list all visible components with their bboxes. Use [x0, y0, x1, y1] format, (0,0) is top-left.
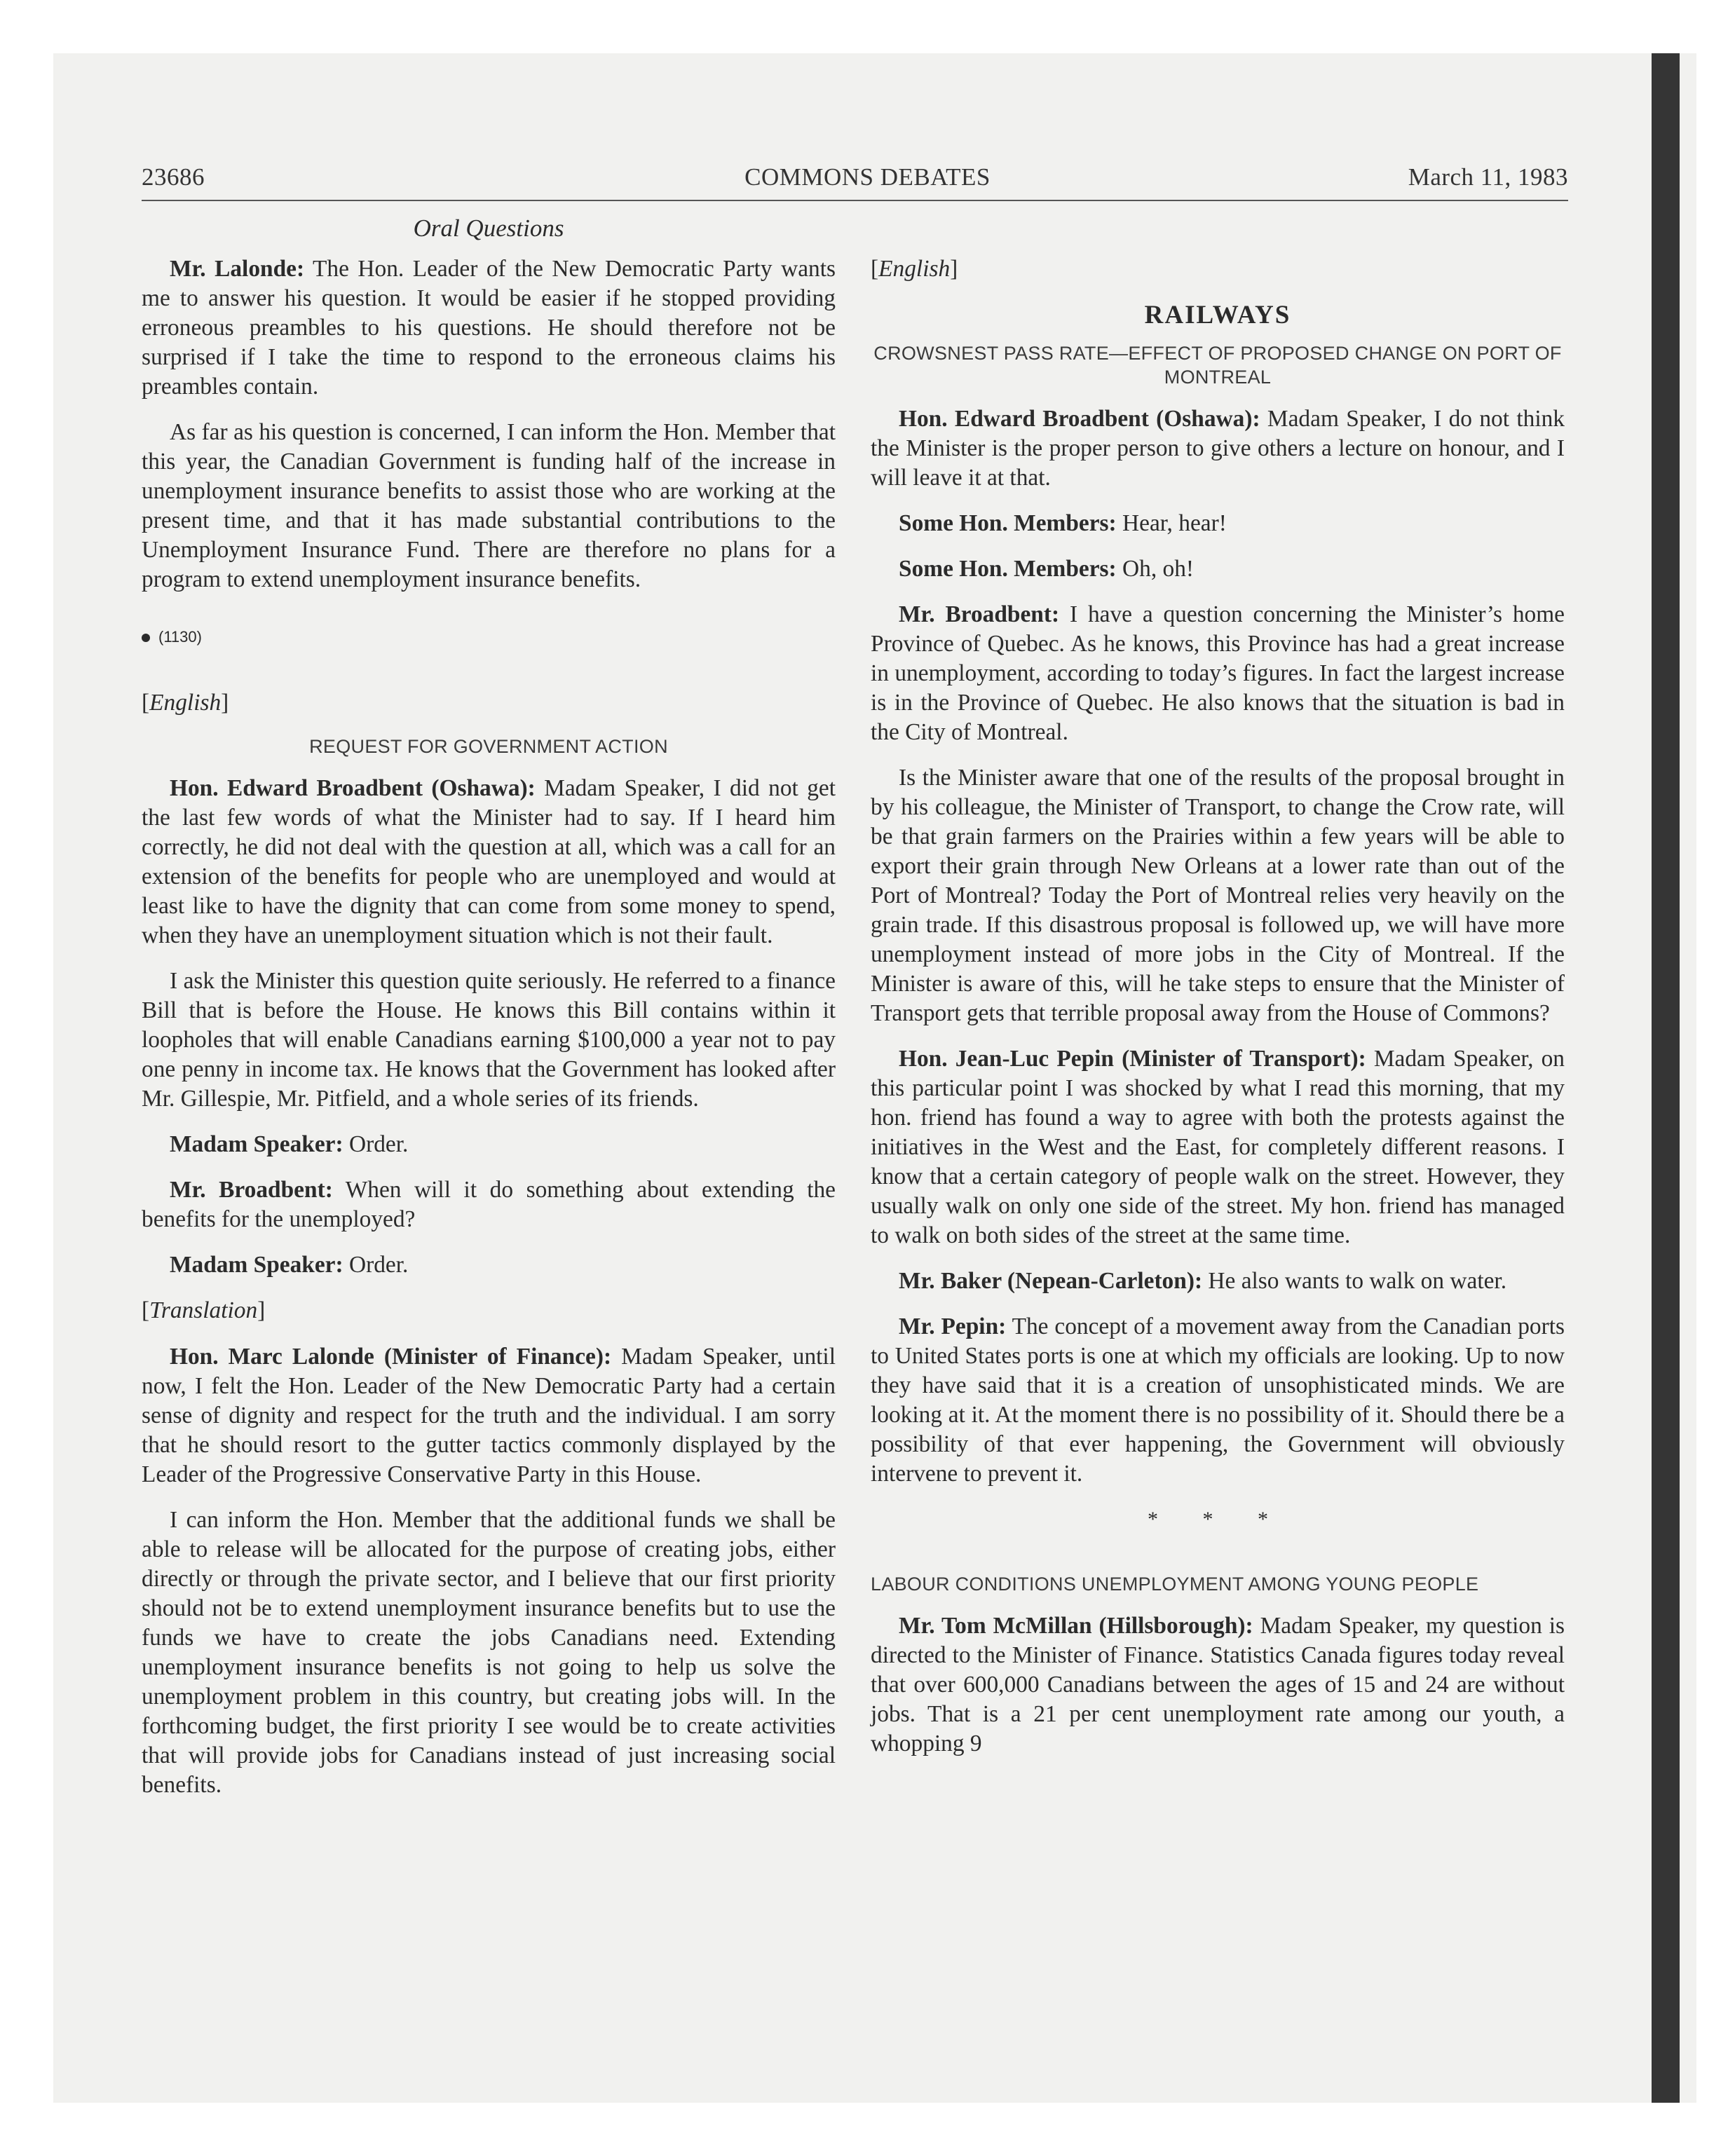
- bullet-icon: [142, 634, 150, 642]
- paragraph: Is the Minister aware that one of the results of the proposal brought in by his colleague, the Minister of Transport, to change the Crow rate, will be that grain farmers on the Prairies within a few years will be able to export their grain through New Orleans at a lower rate than out of the Port of Montreal? Today the Port of Montreal relies very heavily on the grain trade. If this disastrous proposal is followed up, we will have more unemployment instead of more jobs in the City of Montreal. If the Minister is aware of this, will he take steps to ensure that the Minister of Transport gets that terrible proposal away from the House of Commons?: [871, 765, 1565, 1026]
- speech-text: Order.: [343, 1252, 409, 1278]
- speech-text: Madam Speaker, I did not get the last few words of what the Minister had to say. If I heard him correctly, he did not deal with the question at all, which was a call for an extension of the benefits for people who are unemployed and would at least like to have the dignity that can come from some money to spend, when they have an unemployment situation which is not their fault.: [142, 775, 836, 948]
- speech-text: Order.: [343, 1131, 409, 1157]
- language-tag: [English]: [871, 256, 958, 282]
- time-marker-text: (1130): [158, 628, 202, 646]
- speaker: Some Hon. Members:: [899, 510, 1117, 536]
- speaker: Mr. Pepin:: [899, 1314, 1007, 1339]
- speech-text: When will it do something about extending the benefits for the unemployed?: [142, 1177, 836, 1232]
- speech-text: Madam Speaker, until now, I felt the Hon. Leader of the New Democratic Party had a certain sense of dignity and respect for the truth and the individual. I am sorry that he should resort to the gutter tactics commonly displayed by the Leader of the Progressive Conservative Party in this House.: [142, 1344, 836, 1487]
- speaker: Mr. Baker (Nepean-Carleton):: [899, 1268, 1203, 1294]
- language-tag-text: English: [878, 256, 951, 282]
- speech-text: Madam Speaker, my question is directed to the Minister of Finance. Statistics Canada figures today reveal that over 600,000 Canadians between the ages of 15 and 24 are without jobs. That is a 21 per cent unemployment rate among our youth, a whopping 9: [871, 1613, 1565, 1756]
- paragraph: [871, 1312, 1565, 1489]
- paragraph: [871, 1044, 1565, 1250]
- paragraph: [142, 1175, 836, 1234]
- paragraph: [142, 1130, 836, 1159]
- speaker: Mr. Tom McMillan (Hillsborough):: [899, 1613, 1253, 1639]
- paragraph: [871, 509, 1565, 538]
- page-date: March 11, 1983: [1408, 163, 1568, 191]
- speaker: Madam Speaker:: [170, 1252, 343, 1278]
- speaker: Mr. Broadbent:: [170, 1177, 333, 1203]
- speech-text: The concept of a movement away from the Canadian ports to United States ports is one at which my officials are looking. Up to now they have said that it is a creation of unsophisticated minds. We are looking at it. At the moment there is no possibility of it. Should there be a possibility of that ever happening, the Government will obviously intervene to prevent it.: [871, 1314, 1565, 1487]
- section-separator: * * *: [1148, 1508, 1288, 1531]
- speech-text: Madam Speaker, on this particular point I was shocked by what I read this morning, that my hon. friend has found a way to agree with both the protests against the initiatives in the West and the East, for completely different reasons. I know that a certain category of people walk on the street. However, they usually walk on only one side of the street. My hon. friend has managed to walk on both sides of the street at the same time.: [871, 1046, 1565, 1248]
- speaker: Hon. Edward Broadbent (Oshawa):: [899, 406, 1260, 432]
- speech-text: Madam Speaker, I do not think the Minister is the proper person to give others a lecture on honour, and I will leave it at that.: [871, 406, 1565, 491]
- speech-text: The Hon. Leader of the New Democratic Party wants me to answer his question. It would be easier if he stopped providing erroneous preambles to his questions. He should therefore not be surprised if I take the time to respond to the erroneous claims his preambles contain.: [142, 256, 836, 400]
- paragraph: As far as his question is concerned, I can inform the Hon. Member that this year, the Canadian Government is funding half of the increase in unemployment insurance benefits to assist those who are working at the present time, and that it has made substantial contributions to the Unemployment Insurance Fund. There are therefore no plans for a program to extend unemployment insurance benefits.: [142, 419, 836, 592]
- paragraph: [871, 404, 1565, 493]
- speaker: Hon. Jean-Luc Pepin (Minister of Transport):: [899, 1046, 1366, 1072]
- right-column: [871, 214, 1565, 1775]
- paragraph: [142, 1342, 836, 1489]
- speech-text: He also wants to walk on water.: [1202, 1268, 1507, 1294]
- paragraph: [142, 1250, 836, 1280]
- section-label: Oral Questions: [413, 214, 564, 242]
- paragraph: [871, 1267, 1565, 1296]
- header-rule: [142, 200, 1568, 201]
- speaker: Mr. Broadbent:: [899, 601, 1060, 627]
- paragraph: I can inform the Hon. Member that the additional funds we shall be able to release will be allocated for the purpose of creating jobs, either directly or through the private sector, and I believe that our first priority should not be to extend unemployment insurance benefits but to use the funds we have to create the jobs Canadians need. Extending unemployment insurance benefits is not going to help us solve the unemployment problem in this country, but creating jobs will. In the forthcoming budget, the first priority I see would be to create activities that will provide jobs for Canadians instead of just increasing social benefits.: [142, 1507, 836, 1798]
- speaker: Mr. Lalonde:: [170, 256, 305, 282]
- subheading: LABOUR CONDITIONS UNEMPLOYMENT AMONG YOUNG PEOPLE: [871, 1574, 1479, 1595]
- speech-text: Oh, oh!: [1116, 556, 1195, 582]
- speaker: Some Hon. Members:: [899, 556, 1117, 582]
- paragraph: [871, 554, 1565, 584]
- page-number: 23686: [142, 163, 205, 191]
- left-column: [142, 214, 836, 1816]
- paragraph: [142, 774, 836, 950]
- language-tag: [Translation]: [142, 1297, 266, 1323]
- speech-text: Hear, hear!: [1116, 510, 1227, 536]
- section-title: RAILWAYS: [1144, 301, 1291, 329]
- speaker: Hon. Edward Broadbent (Oshawa):: [170, 775, 536, 801]
- speaker: Hon. Marc Lalonde (Minister of Finance):: [170, 1344, 612, 1370]
- subheading: CROWSNEST PASS RATE—EFFECT OF PROPOSED CHANGE ON PORT OF MONTREAL: [873, 343, 1562, 388]
- subheading: REQUEST FOR GOVERNMENT ACTION: [309, 736, 668, 757]
- speaker: Madam Speaker:: [170, 1131, 343, 1157]
- paragraph: [871, 1611, 1565, 1759]
- binding-edge: [1652, 53, 1680, 2103]
- language-tag-text: Translation: [149, 1297, 258, 1323]
- paragraph: [142, 254, 836, 402]
- language-tag-text: English: [149, 690, 222, 716]
- speech-text: I have a question concerning the Minister’s home Province of Quebec. As he knows, this Province has had a great increase in unemployment, according to today’s figures. In fact the largest increase is in the Province of Quebec. He also knows that the situation is bad in the City of Montreal.: [871, 601, 1565, 745]
- time-marker: [142, 622, 836, 652]
- paragraph: I ask the Minister this question quite seriously. He referred to a finance Bill that is before the House. He knows this Bill contains within it loopholes that will enable Canadians earning $100,000 a year not to pay one penny in income tax. He knows that the Government has looked after Mr. Gillespie, Mr. Pitfield, and a whole series of its friends.: [142, 968, 836, 1112]
- paragraph: [871, 600, 1565, 747]
- publication-title: COMMONS DEBATES: [744, 163, 991, 191]
- language-tag: [English]: [142, 690, 229, 716]
